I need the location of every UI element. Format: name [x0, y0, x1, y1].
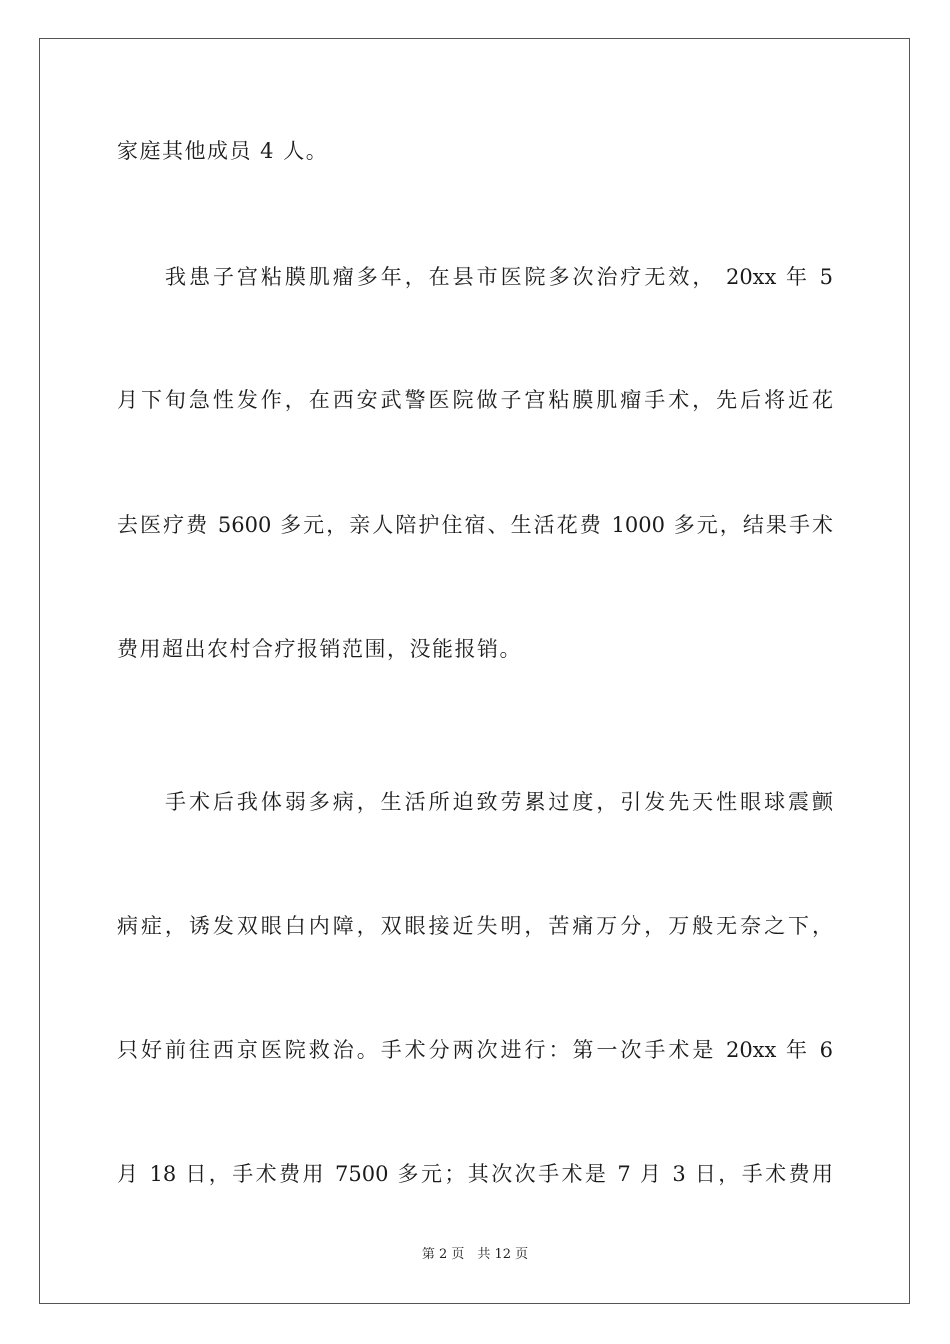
text-line-8: 只好前往西京医院救治。手术分两次进行：第一次手术是 20xx 年 6 — [117, 1038, 833, 1062]
text-line-9: 月 18 日，手术费用 7500 多元；其次次手术是 7 月 3 日，手术费用 — [117, 1162, 833, 1186]
text-line-3: 月下旬急性发作，在西安武警医院做子宫粘膜肌瘤手术，先后将近花 — [117, 388, 833, 412]
text-line-2: 我患子宫粘膜肌瘤多年，在县市医院多次治疗无效， 20xx 年 5 — [165, 265, 833, 289]
text-line-6: 手术后我体弱多病，生活所迫致劳累过度，引发先天性眼球震颤 — [165, 790, 833, 814]
text-line-7: 病症，诱发双眼白内障，双眼接近失明，苦痛万分，万般无奈之下， — [117, 914, 833, 938]
page-border — [39, 38, 910, 1304]
text-line-4: 去医疗费 5600 多元，亲人陪护住宿、生活花费 1000 多元，结果手术 — [117, 513, 833, 537]
text-line-5: 费用超出农村合疗报销范围，没能报销。 — [117, 637, 522, 661]
page-number-footer: 第 2 页 共 12 页 — [421, 1247, 529, 1262]
text-line-1: 家庭其他成员 4 人。 — [117, 139, 329, 163]
